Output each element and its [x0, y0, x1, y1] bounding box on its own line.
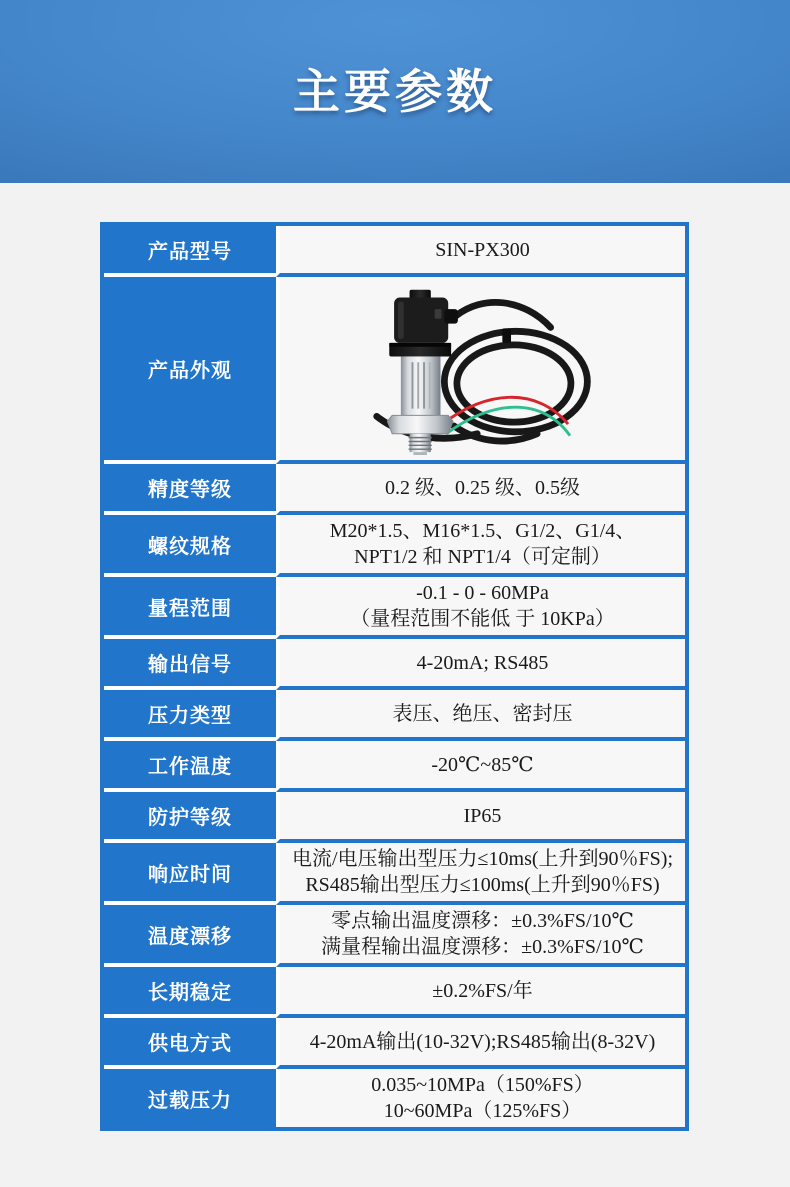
spec-table	[100, 222, 689, 1131]
row-value	[276, 639, 685, 690]
value-line: -0.1 - 0 - 60MPa	[416, 582, 549, 604]
row-label: 压力类型	[104, 690, 276, 741]
row-label: 供电方式	[104, 1018, 276, 1069]
row-label: 长期稳定	[104, 967, 276, 1018]
value-line: SIN-PX300	[435, 238, 530, 261]
table-row	[104, 792, 685, 843]
row-value	[276, 905, 685, 967]
table-row	[104, 277, 685, 464]
row-label: 精度等级	[104, 464, 276, 515]
value-line: （量程范围不能低 于 10KPa）	[350, 608, 615, 630]
value-line: 0.2 级、0.25 级、0.5级	[385, 476, 580, 499]
value-line: 4-20mA输出(10-32V);RS485输出(8-32V)	[309, 1030, 656, 1053]
table-row	[104, 843, 685, 905]
row-value	[276, 1069, 685, 1127]
table-row	[104, 464, 685, 515]
value-line: -20℃~85℃	[431, 753, 534, 776]
value-line: ±0.2%FS/年	[432, 979, 533, 1002]
header-band	[0, 0, 790, 183]
value-line: 4-20mA; RS485	[416, 651, 549, 674]
table-row	[104, 905, 685, 967]
row-value	[276, 792, 685, 843]
table-row	[104, 515, 685, 577]
table-row	[104, 967, 685, 1018]
value-line: 10~60MPa（125%FS）	[383, 1100, 582, 1122]
row-value	[276, 741, 685, 792]
table-row	[104, 577, 685, 639]
row-value	[276, 464, 685, 515]
row-label: 工作温度	[104, 741, 276, 792]
row-value	[276, 277, 685, 464]
pressure-transmitter-photo	[357, 283, 609, 455]
table-row	[104, 690, 685, 741]
row-label: 温度漂移	[104, 905, 276, 967]
row-label: 产品型号	[104, 226, 276, 277]
value-line: IP65	[463, 804, 502, 827]
row-value	[276, 843, 685, 905]
page-title: 主要参数	[293, 65, 497, 118]
value-line: NPT1/2 和 NPT1/4（可定制）	[354, 546, 611, 568]
value-line: 零点输出温度漂移：±0.3%FS/10℃	[331, 910, 634, 932]
row-label: 过载压力	[104, 1069, 276, 1127]
row-label: 量程范围	[104, 577, 276, 639]
value-line: M20*1.5、M16*1.5、G1/2、G1/4、	[329, 520, 636, 542]
value-line: 表压、绝压、密封压	[392, 702, 573, 725]
table-row	[104, 1018, 685, 1069]
value-line: 满量程输出温度漂移：±0.3%FS/10℃	[321, 936, 644, 958]
value-line: 0.035~10MPa（150%FS）	[371, 1074, 594, 1096]
product-image	[357, 283, 609, 455]
value-line: RS485输出型压力≤100ms(上升到90％FS)	[305, 874, 660, 896]
row-label: 防护等级	[104, 792, 276, 843]
table-row	[104, 741, 685, 792]
row-value	[276, 967, 685, 1018]
value-line: 电流/电压输出型压力≤10ms(上升到90％FS);	[292, 848, 673, 870]
row-label: 输出信号	[104, 639, 276, 690]
table-row	[104, 1069, 685, 1127]
row-value	[276, 226, 685, 277]
row-value	[276, 515, 685, 577]
table-row	[104, 639, 685, 690]
row-value	[276, 577, 685, 639]
row-value	[276, 1018, 685, 1069]
row-label: 响应时间	[104, 843, 276, 905]
row-label: 产品外观	[104, 277, 276, 464]
table-row	[104, 226, 685, 277]
row-label: 螺纹规格	[104, 515, 276, 577]
row-value	[276, 690, 685, 741]
